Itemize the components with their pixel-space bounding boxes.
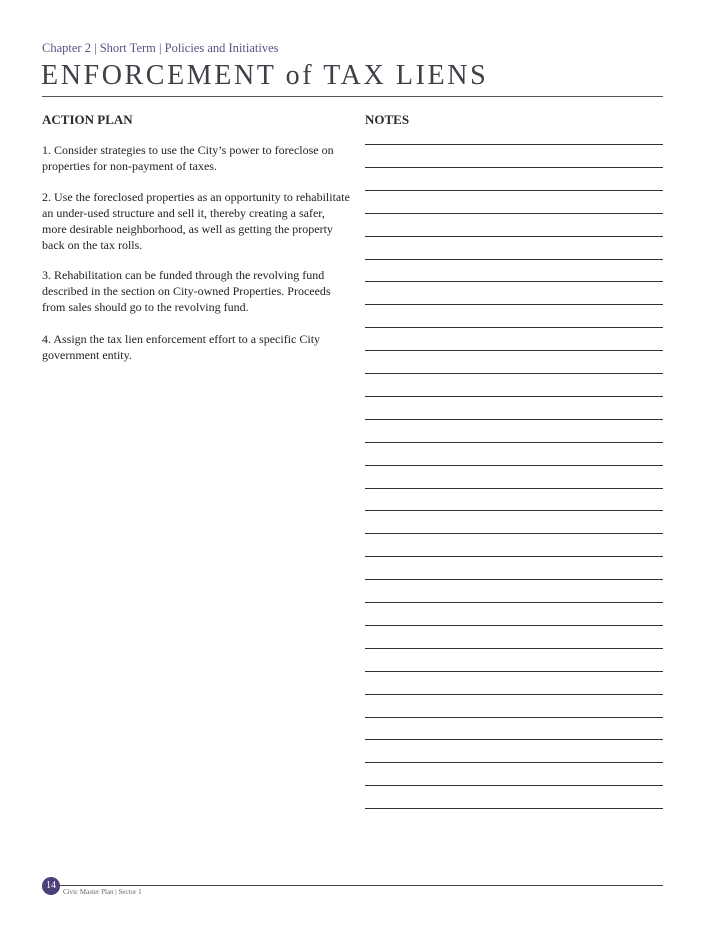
page-number-badge: 14 xyxy=(42,877,60,895)
note-line xyxy=(365,602,663,603)
note-line xyxy=(365,236,663,237)
action-item: 4. Assign the tax lien enforcement effort to a specific City government entity. xyxy=(42,332,321,362)
note-line xyxy=(365,488,663,489)
action-item: 1. Consider strategies to use the City’s power to foreclose on properties for non-payment of taxes. xyxy=(42,143,334,173)
note-line xyxy=(365,304,663,305)
note-line xyxy=(365,144,663,145)
breadcrumb: Chapter 2 | Short Term | Policies and Initiatives xyxy=(42,41,279,55)
note-line xyxy=(365,327,663,328)
note-line xyxy=(365,167,663,168)
note-line xyxy=(365,625,663,626)
note-line xyxy=(365,579,663,580)
footer-divider xyxy=(42,885,663,886)
note-line xyxy=(365,259,663,260)
note-line xyxy=(365,694,663,695)
note-line xyxy=(365,213,663,214)
note-line xyxy=(365,762,663,763)
note-line xyxy=(365,717,663,718)
footer-label: Civic Master Plan | Sector 1 xyxy=(63,888,142,896)
note-line xyxy=(365,442,663,443)
note-line xyxy=(365,465,663,466)
note-line xyxy=(365,556,663,557)
note-line xyxy=(365,373,663,374)
notes-heading: NOTES xyxy=(365,112,410,127)
note-line xyxy=(365,419,663,420)
note-line xyxy=(365,785,663,786)
note-line xyxy=(365,281,663,282)
note-line xyxy=(365,350,663,351)
note-line xyxy=(365,396,663,397)
note-line xyxy=(365,671,663,672)
action-item: 2. Use the foreclosed properties as an opportunity to rehabilitate an under-used structure and sell it, thereby creating a safer, more desirable neighborhood, as well as getting the property back on the tax rolls. xyxy=(42,190,350,252)
action-plan-heading: ACTION PLAN xyxy=(42,112,133,127)
note-line xyxy=(365,510,663,511)
note-line xyxy=(365,808,663,809)
note-line xyxy=(365,739,663,740)
page-title: ENFORCEMENT of TAX LIENS xyxy=(41,60,489,91)
note-line xyxy=(365,190,663,191)
note-line xyxy=(365,648,663,649)
note-line xyxy=(365,533,663,534)
title-divider xyxy=(42,96,663,97)
action-item: 3. Rehabilitation can be funded through the revolving fund described in the section on City-owned Properties. Proceeds from sales should go to the revolving fund. xyxy=(42,268,331,314)
